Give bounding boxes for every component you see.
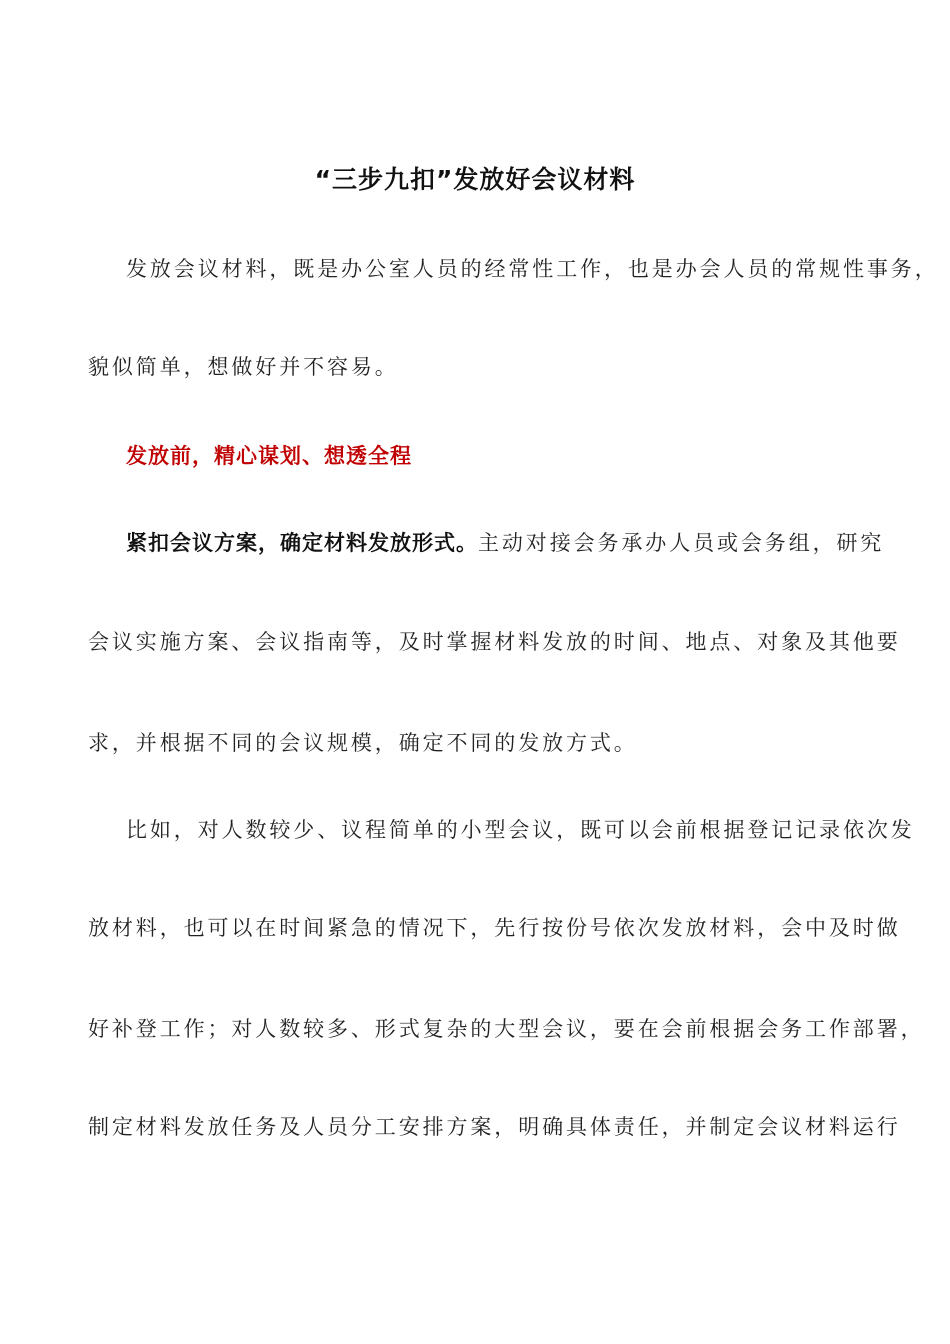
- section-heading: 发放前，精心谋划、想透全程: [126, 444, 412, 468]
- paragraph3-line4: 制定材料发放任务及人员分工安排方案，明确具体责任，并制定会议材料运行: [88, 1115, 901, 1139]
- paragraph2-line2: 会议实施方案、会议指南等，及时掌握材料发放的时间、地点、对象及其他要: [88, 630, 901, 654]
- document-title: “三步九扣”发放好会议材料: [314, 165, 636, 194]
- paragraph1-line2: 貌似简单，想做好并不容易。: [88, 355, 399, 379]
- paragraph3-line2: 放材料，也可以在时间紧急的情况下，先行按份号依次发放材料，会中及时做: [88, 916, 901, 940]
- paragraph2-line1-rest: 主动对接会务承办人员或会务组，研究: [478, 531, 885, 555]
- paragraph3-line3: 好补登工作；对人数较多、形式复杂的大型会议，要在会前根据会务工作部署，: [88, 1017, 925, 1041]
- paragraph2-line3: 求，并根据不同的会议规模，确定不同的发放方式。: [88, 731, 638, 755]
- paragraph2-line1: [126, 527, 884, 557]
- paragraph2-bold-lead: 紧扣会议方案，确定材料发放形式。: [126, 531, 478, 555]
- paragraph1-line1: 发放会议材料，既是办公室人员的经常性工作，也是办会人员的常规性事务，: [126, 257, 939, 281]
- paragraph3-line1: 比如，对人数较少、议程简单的小型会议，既可以会前根据登记记录依次发: [126, 818, 915, 842]
